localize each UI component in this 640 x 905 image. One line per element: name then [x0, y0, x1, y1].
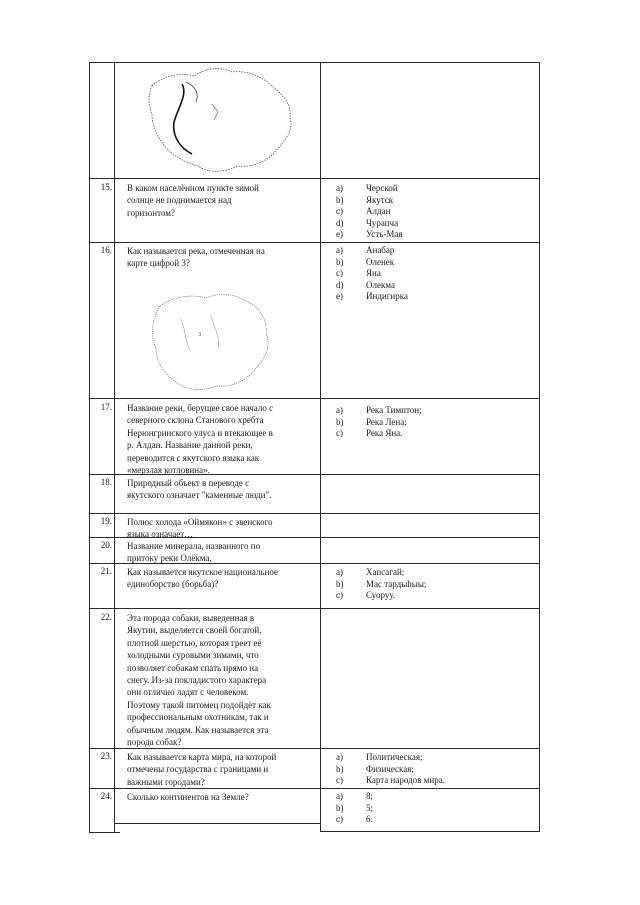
- question-text: Природный объект в переводе с якутского означает "каменные люди".: [127, 478, 272, 501]
- row-line: [89, 178, 539, 179]
- option-letter: b): [336, 802, 344, 813]
- option-text: 8;: [366, 791, 374, 801]
- question-text: Полюс холода «Оймякон» с эвенского языка означает…: [127, 517, 273, 540]
- answer-options: [336, 752, 445, 787]
- option-text: Яна: [366, 268, 381, 279]
- answer-option: [336, 752, 445, 764]
- option-letter: e): [336, 229, 343, 240]
- option-text: Суоруу.: [366, 590, 396, 601]
- row-line: [89, 242, 539, 243]
- row-line: [320, 831, 539, 832]
- option-letter: a): [336, 752, 343, 762]
- option-text: Карта народов мира.: [366, 775, 445, 786]
- row-line: [89, 832, 120, 833]
- answer-options: [336, 791, 373, 826]
- option-letter: b): [336, 416, 344, 427]
- option-text: 5;: [366, 802, 374, 813]
- answer-option: [336, 579, 426, 591]
- question-number: 23.: [100, 751, 112, 761]
- option-letter: b): [336, 763, 344, 774]
- svg-text:3: 3: [198, 332, 201, 338]
- answer-options: [336, 405, 422, 440]
- option-text: Якутск: [366, 194, 394, 205]
- option-letter: c): [336, 206, 343, 217]
- option-text: Оленек: [366, 256, 395, 267]
- row-line: [89, 608, 539, 609]
- option-text: Усть-Мая: [366, 229, 403, 240]
- row-line: [89, 62, 539, 63]
- option-text: Мас тардыһыы;: [366, 578, 427, 589]
- answer-option: [336, 183, 402, 195]
- answer-option: [336, 268, 408, 280]
- answer-option: [336, 280, 408, 292]
- option-letter: b): [336, 256, 344, 267]
- question-number: 22.: [100, 612, 112, 622]
- row-line: [89, 513, 539, 514]
- question-text: Сколько континентов на Земле?: [127, 792, 249, 802]
- answer-option: [336, 245, 408, 257]
- question-text: Название реки, берущее свое начало с северного склона Станового хребта Нерюнгринского улуса и втекающее в р. Алдан. Название данной реки, переводится с якутского языка как «мерзлая котловина».: [127, 403, 274, 476]
- option-letter: b): [336, 578, 344, 589]
- option-letter: e): [336, 291, 343, 302]
- question-number: 17.: [100, 402, 112, 412]
- question-number: 19.: [100, 516, 112, 526]
- option-text: Политическая;: [366, 752, 423, 762]
- question-number: 24.: [100, 791, 112, 801]
- option-text: Физическая;: [366, 763, 414, 774]
- option-letter: c): [336, 590, 343, 601]
- option-letter: a): [336, 183, 343, 193]
- answer-option: [336, 590, 426, 602]
- question-text: Как называется карта мира, на которой отмечены государства с границами и важными городами?: [127, 752, 277, 787]
- answer-options: [336, 245, 408, 303]
- question-text: Как называется якутское национальное единоборство (борьба)?: [127, 567, 279, 590]
- answer-option: [336, 218, 402, 230]
- option-letter: d): [336, 279, 344, 290]
- answer-option: [336, 206, 402, 218]
- answer-option: [336, 195, 402, 207]
- answer-option: [336, 775, 445, 787]
- option-text: Хапсагай;: [366, 567, 405, 577]
- question-text: Название минерала, названного по притоку реки Олёкма.: [127, 541, 261, 564]
- table-border-right: [539, 62, 540, 832]
- yakutia-map-image-top: [122, 64, 312, 176]
- option-text: Алдан: [366, 206, 391, 217]
- option-letter: c): [336, 814, 343, 825]
- option-text: Река Яна.: [366, 428, 403, 439]
- option-text: Река Тимптон;: [366, 405, 422, 415]
- option-letter: c): [336, 428, 343, 439]
- answer-option: [336, 814, 373, 826]
- option-text: Олекма: [366, 279, 395, 290]
- answer-option: [336, 803, 373, 815]
- option-text: Чурапча: [366, 217, 399, 228]
- answer-options: [336, 567, 426, 602]
- option-letter: d): [336, 217, 344, 228]
- option-text: Черской: [366, 183, 398, 193]
- question-number: 18.: [100, 477, 112, 487]
- option-text: Анабар: [366, 245, 395, 255]
- row-line: [89, 398, 539, 399]
- option-text: 6.: [366, 814, 373, 825]
- question-text: Эта порода собаки, выведенная в Якутии, выделяется своей богатой, плотной шерстью, которая греет её холодными суровыми зимами, что позволяет собакам спать прямо на снегу. Из-за покладистого характера они отлично ладят с человеком. Поэтому такой питомец подойдёт как профессиональным охотникам, так и обычным людям. Как называется эта порода собак?: [127, 613, 271, 748]
- answer-option: [336, 791, 373, 803]
- question-number: 20.: [100, 540, 112, 550]
- answer-option: [336, 764, 445, 776]
- question-number: 15.: [100, 182, 112, 192]
- answer-option: [336, 405, 422, 417]
- option-letter: b): [336, 194, 344, 205]
- option-letter: a): [336, 405, 343, 415]
- option-letter: a): [336, 791, 343, 801]
- question-text: Как называется река, отмеченная на карте цифрой 3?: [127, 246, 265, 269]
- question-number: 16.: [100, 245, 112, 255]
- question-number: 21.: [100, 566, 112, 576]
- option-text: Индигирка: [366, 291, 408, 302]
- yakutia-map-image-q16: [140, 288, 280, 398]
- option-text: Река Лена;: [366, 416, 407, 427]
- option-letter: c): [336, 775, 343, 786]
- option-letter: c): [336, 268, 343, 279]
- option-letter: a): [336, 567, 343, 577]
- answer-option: [336, 257, 408, 269]
- answer-option: [336, 428, 422, 440]
- question-text: В каком населённом пункте зимой солнце не поднимается над горизонтом?: [127, 183, 259, 218]
- answer-option: [336, 291, 408, 303]
- option-letter: a): [336, 245, 343, 255]
- answer-option: [336, 417, 422, 429]
- answer-option: [336, 229, 402, 241]
- answer-option: [336, 567, 426, 579]
- row-line: [114, 823, 320, 824]
- answer-options: [336, 183, 402, 241]
